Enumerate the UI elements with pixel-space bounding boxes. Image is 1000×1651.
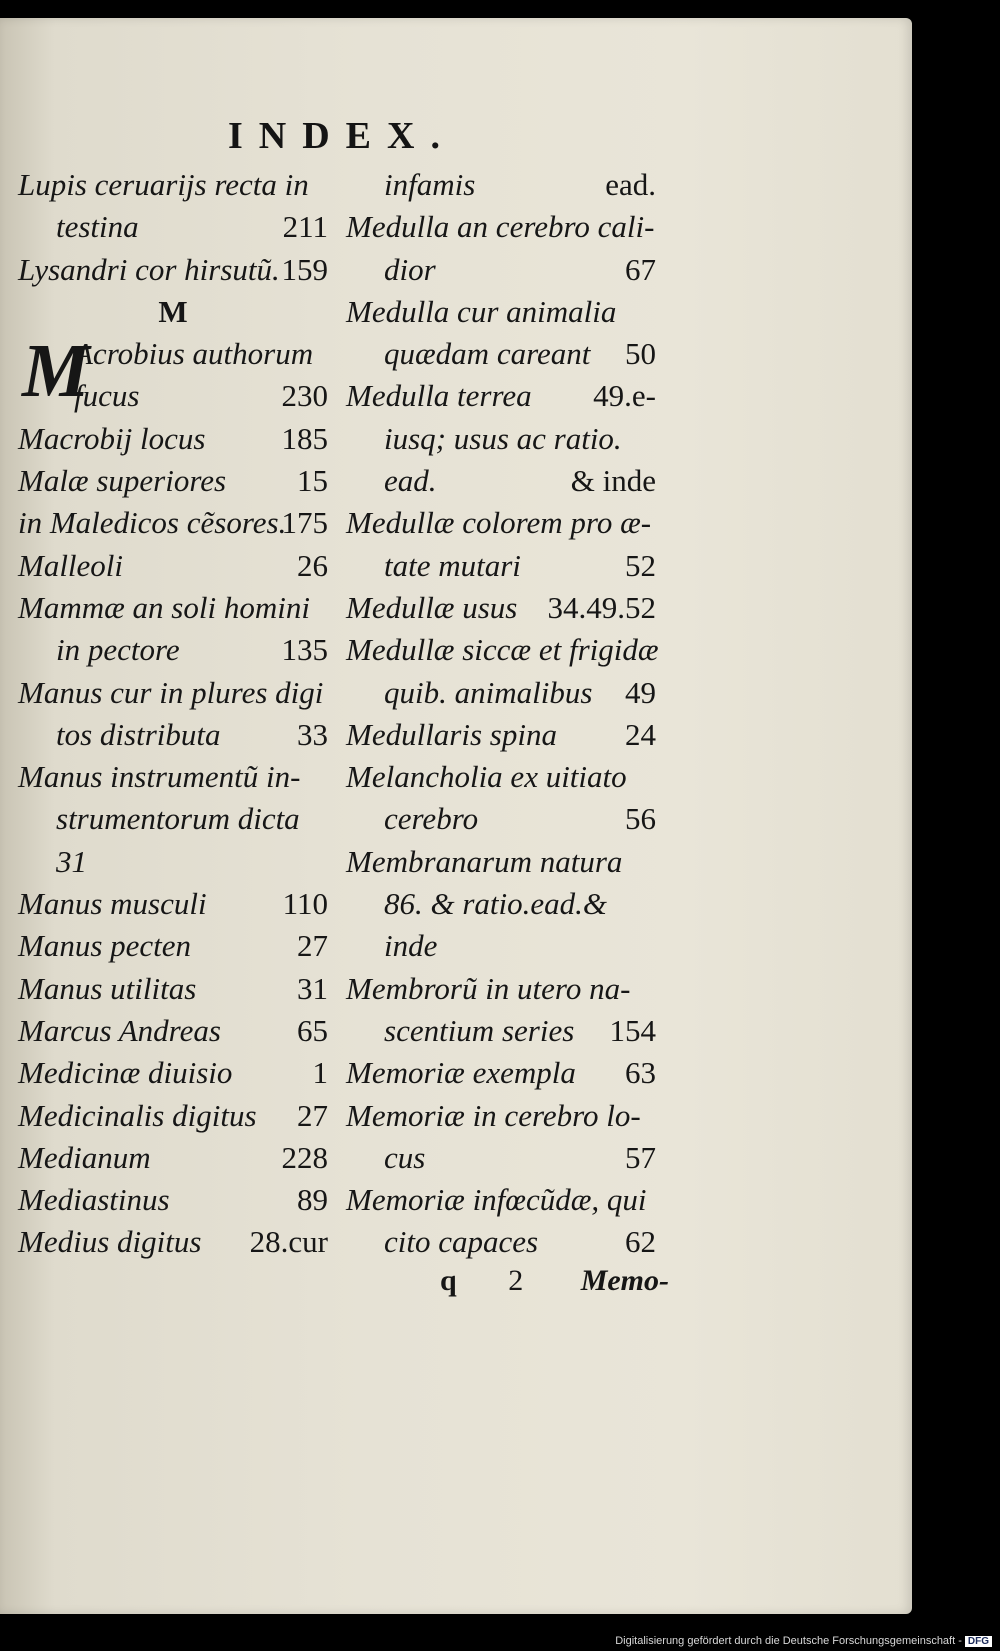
index-column-right: [346, 164, 659, 1264]
index-entry-page: 24: [625, 716, 656, 752]
index-entry: [346, 629, 659, 671]
index-entry: [18, 502, 328, 544]
index-entry-page: 62: [625, 1224, 656, 1260]
index-entry: [346, 756, 656, 798]
index-entry-text: Medullæ siccæ et frigidæ: [346, 632, 659, 668]
index-entry-text: ead.: [384, 463, 437, 499]
index-entry-page: 211: [282, 209, 328, 245]
index-entry-text: quib. animalibus: [384, 674, 593, 710]
index-entry: [18, 1179, 328, 1221]
index-entry-text: 31: [56, 843, 87, 879]
index-entry: [18, 1095, 328, 1137]
index-entry: [18, 672, 328, 714]
index-entry-page: 26: [297, 547, 328, 583]
index-entry-text: infamis: [384, 167, 476, 202]
index-entry: [346, 1179, 656, 1221]
index-entry-text: inde: [384, 928, 438, 964]
index-entry-page: 159: [281, 251, 328, 287]
index-entry: [346, 291, 656, 333]
index-entry: [346, 545, 656, 587]
index-entry-page: ead.: [605, 167, 656, 202]
drop-capital: M: [22, 329, 90, 414]
index-entry-text: testina: [56, 209, 139, 245]
index-entry-text: Medianum: [18, 1139, 151, 1175]
index-entry-text: fucus: [74, 378, 140, 414]
index-entry: [18, 587, 328, 629]
index-entry-page: 33: [297, 716, 328, 752]
index-entry: [346, 164, 656, 206]
index-entry-page: 135: [281, 632, 328, 668]
index-entry-text: Macrobij locus: [18, 420, 206, 456]
index-entry-page: 89: [297, 1182, 328, 1218]
index-entry: [18, 714, 328, 756]
index-entry-page: 52: [625, 547, 656, 583]
index-entry: [346, 672, 656, 714]
index-entry-text: Manus cur in plures digi: [18, 674, 324, 710]
index-entry-text: Memoriæ exempla: [346, 1055, 576, 1091]
index-entry: [346, 714, 656, 756]
index-entry-text: cus: [384, 1139, 426, 1175]
index-entry-text: Medulla cur animalia: [346, 293, 617, 329]
index-entry-page: 65: [297, 1012, 328, 1048]
index-entry: [18, 206, 328, 248]
index-entry: [18, 545, 328, 587]
index-entry-page: 63: [625, 1055, 656, 1091]
index-entry-page: 57: [625, 1139, 656, 1175]
index-entry-text: Lupis ceruarijs recta in: [18, 167, 309, 202]
index-entry-page: 175: [281, 505, 328, 541]
index-entry-text: Medulla terrea: [346, 378, 532, 414]
index-entry: [346, 841, 656, 883]
index-entry: [346, 883, 656, 925]
index-entry-page: 50: [625, 336, 656, 372]
index-entry-text: Membrorũ in utero na-: [346, 970, 631, 1006]
index-entry-page: 228: [281, 1139, 328, 1175]
index-entry: [18, 418, 328, 460]
index-entry: [346, 1137, 656, 1179]
index-entry-page: 56: [625, 801, 656, 837]
index-entry: [346, 1010, 656, 1052]
index-entry: [18, 968, 328, 1010]
index-entry-page: 1: [312, 1055, 328, 1091]
index-entry: [346, 375, 656, 417]
index-entry: [18, 1137, 328, 1179]
index-entry: [18, 798, 328, 840]
index-entry-page: 154: [609, 1012, 656, 1048]
index-entry: [18, 249, 328, 291]
index-entry-text: strumentorum dicta: [56, 801, 300, 837]
index-entry: [346, 1095, 656, 1137]
index-entry-text: Membranarum natura: [346, 843, 623, 879]
index-entry-text: Memoriæ infœcũdæ, qui: [346, 1182, 647, 1218]
index-entry-page: 49.e-: [593, 378, 656, 414]
catchword: Memo-: [580, 1264, 670, 1297]
index-entry: [18, 756, 328, 798]
index-entry: [18, 925, 328, 967]
index-entry-page: 27: [297, 1097, 328, 1133]
index-entry-text: cito capaces: [384, 1224, 539, 1260]
index-entry-page: 28.cur: [249, 1224, 328, 1260]
index-entry: [18, 1221, 328, 1263]
index-entry-text: Melancholia ex uitiato: [346, 759, 627, 795]
index-entry-text: in pectore: [56, 632, 180, 668]
index-entry-text: Manus pecten: [18, 928, 192, 964]
index-entry-text: Manus utilitas: [18, 970, 197, 1006]
dfg-logo: DFG: [965, 1636, 992, 1647]
index-entry: [346, 587, 656, 629]
index-entry: [346, 1052, 656, 1094]
signature-mark: q: [440, 1264, 457, 1297]
digitization-credit: [615, 1635, 992, 1647]
index-entry-text: quædam careant: [384, 336, 591, 372]
index-entry-page: 31: [297, 970, 328, 1006]
index-entry-text: Medius digitus: [18, 1224, 202, 1260]
index-entry: [18, 460, 328, 502]
index-entry-text: scentium series: [384, 1012, 575, 1048]
index-entry-text: Manus instrumentũ in-: [18, 759, 301, 795]
index-entry-page: 110: [282, 886, 328, 922]
index-entry-text: Malæ superiores: [18, 463, 227, 499]
index-entry: [18, 629, 328, 671]
index-entry: [346, 502, 656, 544]
index-entry-page: & inde: [570, 463, 656, 499]
index-entry-text: M: [158, 293, 188, 329]
index-entry-page: 49: [625, 674, 656, 710]
index-entry-page: 15: [297, 463, 328, 499]
page-title: INDEX.: [228, 115, 456, 157]
index-entry: [346, 249, 656, 291]
index-entry-text: Acrobius authorum: [74, 336, 314, 372]
index-entry-text: Medicinæ diuisio: [18, 1055, 233, 1091]
index-entry-text: 86. & ratio.ead.&: [384, 886, 608, 922]
index-entry-text: Manus musculi: [18, 886, 207, 922]
index-entry: [346, 925, 656, 967]
index-entry-page: 185: [281, 420, 328, 456]
index-entry-text: dior: [384, 251, 436, 287]
index-entry: [346, 1221, 656, 1263]
index-entry-page: 230: [281, 378, 328, 414]
index-entry-text: Medullaris spina: [346, 716, 557, 752]
index-entry-page: 27: [297, 928, 328, 964]
index-entry-text: Mediastinus: [18, 1182, 170, 1218]
index-entry: [346, 798, 656, 840]
index-entry-text: cerebro: [384, 801, 479, 837]
index-entry: [346, 333, 656, 375]
index-entry-text: Medicinalis digitus: [18, 1097, 257, 1133]
book-page: [0, 18, 912, 1614]
index-entry-text: Medullæ colorem pro æ-: [346, 505, 652, 541]
index-entry: [18, 164, 328, 206]
index-entry: [346, 206, 656, 248]
credit-text: Digitalisierung gefördert durch die Deutsche Forschungsgemeinschaft -: [615, 1635, 962, 1647]
page-footer: [440, 1264, 669, 1298]
index-entry-text: tate mutari: [384, 547, 521, 583]
index-entry: [18, 375, 328, 417]
index-entry: [346, 968, 656, 1010]
index-entry: [346, 418, 656, 460]
index-entry-text: Lysandri cor hirsutũ.: [18, 251, 280, 287]
index-column-left: [18, 164, 328, 1264]
signature-number: 2: [508, 1264, 524, 1297]
index-entry: [346, 460, 656, 502]
index-entry-text: tos distributa: [56, 716, 221, 752]
index-entry-text: Memoriæ in cerebro lo-: [346, 1097, 641, 1133]
index-entry-text: in Maledicos cẽsores.: [18, 505, 287, 541]
index-entry-page: 34.49.52: [547, 589, 656, 625]
index-entry: [18, 291, 328, 333]
index-entry: [18, 1052, 328, 1094]
index-entry-page: 67: [625, 251, 656, 287]
index-entry-text: iusq; usus ac ratio.: [384, 420, 622, 456]
index-entry-text: Malleoli: [18, 547, 124, 583]
index-entry: [18, 1010, 328, 1052]
index-entry-text: Marcus Andreas: [18, 1012, 221, 1048]
index-entry: [18, 883, 328, 925]
index-entry-text: Medullæ usus: [346, 589, 518, 625]
index-entry-text: Medulla an cerebro cali-: [346, 209, 655, 245]
index-entry: [18, 841, 328, 883]
index-entry-text: Mammæ an soli homini: [18, 589, 310, 625]
